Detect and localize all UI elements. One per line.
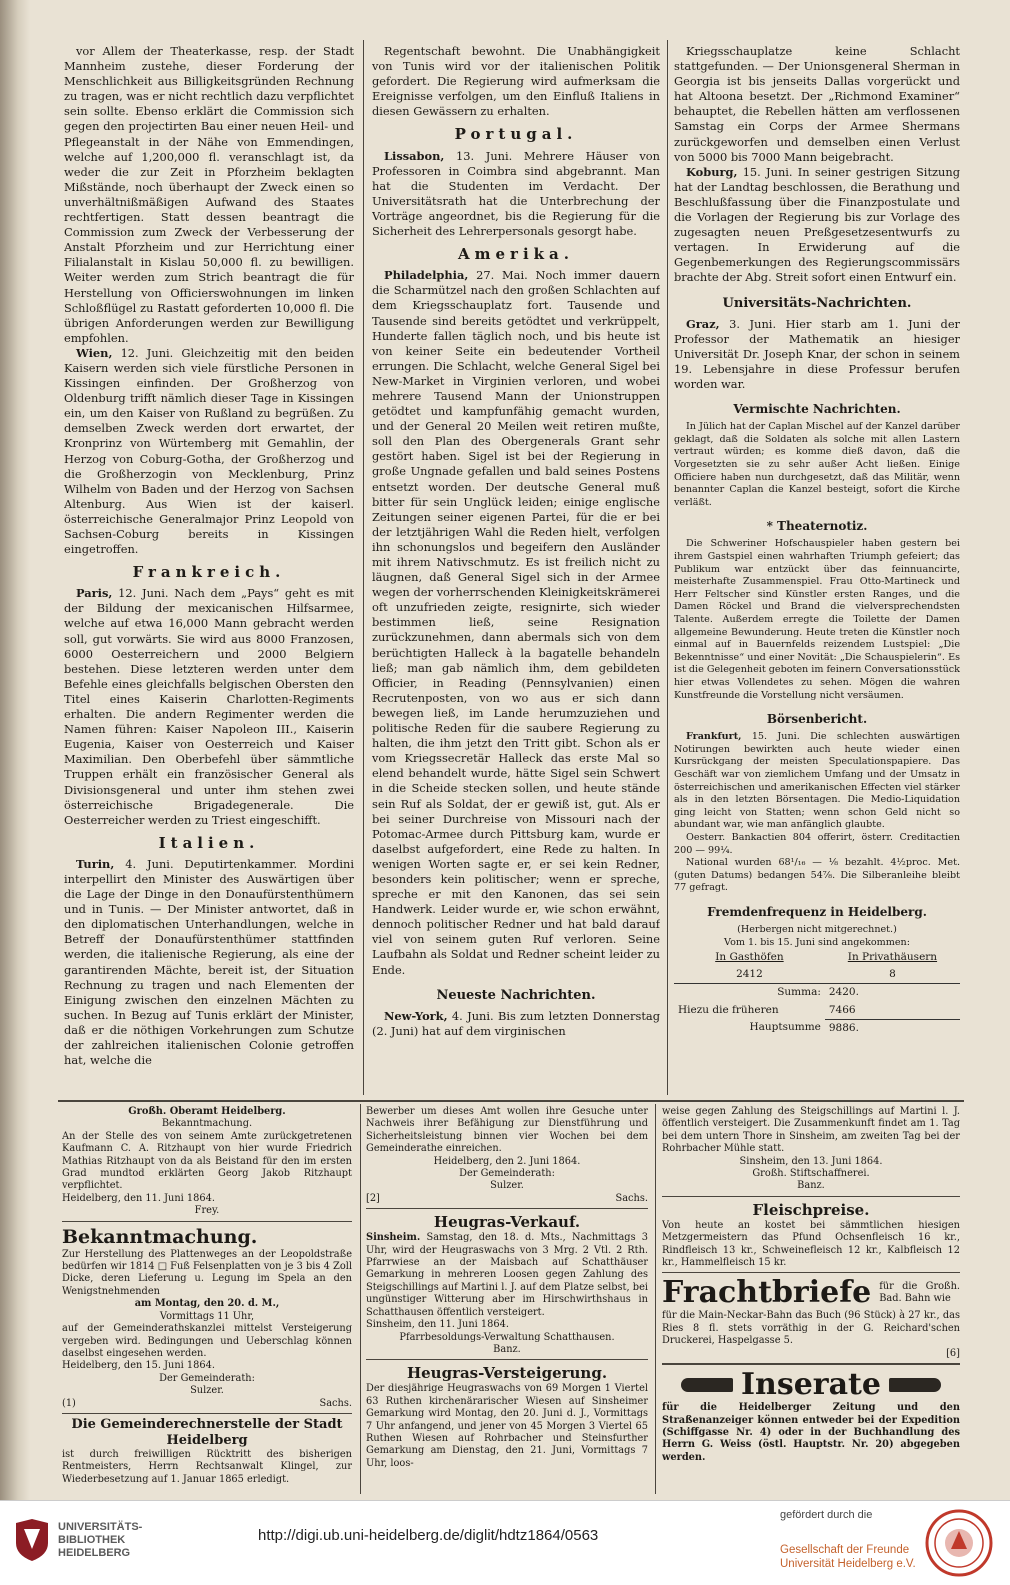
section-neueste-nachrichten: Neueste Nachrichten.: [436, 987, 596, 1003]
funder-name: Gesellschaft der Freunde Universität Heidelberg e.V.: [780, 1544, 916, 1570]
dateline-philadelphia: Philadelphia,: [384, 268, 469, 283]
ad-heugras-verkauf-org: Pfarrbesoldungs-Verwaltung Schatthausen.: [399, 1331, 615, 1343]
ad-divider: [662, 1272, 960, 1273]
article-graz: Graz, 3. Juni. Hier starb am 1. Juni der Professor der Mathematik an hiesiger Universität Dr. Joseph Knar, der schon in seinem 19. Lebensjahre in diese Professur berufen worden war.: [674, 316, 960, 391]
funder-seal-icon: [925, 1509, 993, 1577]
header-gasthoefen: In Gasthöfen: [715, 951, 784, 964]
ad-number: (1): [62, 1397, 76, 1409]
article-philadelphia: Philadelphia, 27. Mai. Noch immer dauern die Scharmützel nach den großen Schlachten auf dem Kriegsschauplatz fort. Tausende und Tausende sind bereits getödtet und verkrüppelt, Hunderte fallen täglich noch, und bis heute ist von keiner Seite ein bedeutender Vortheil errungen. Die Schlacht, welche General Sigel bei New-Market in Virginien verloren, und wobei mehrere Tausend Mann der Unionstruppen getödtet und kampfunfähig gemacht wurden, und der General 20 Meilen weit retiren mußte, soll den Plan des Obergenerals Grant sehr gestört haben. Sigel ist bei der Regierung in große Ungnade gefallen und bald seines Postens entsetzt worden. Der deutsche General muß bitter für sein Unglück leiden; einige englische Zeitungen seiner eigenen Partei, für die er bei der letztjährigen Wahl die Reden hielt, verfolgen ihn schonungslos und begeifern den Ausländer mit ihrem Nativschmutz. Es ist freilich nicht zu läugnen, daß General Sigel sich in der Armee wegen der vorherrschenden Kleinigkeitskrämerei oft unzufrieden zeigte, resignirte, sich wieder bestimmen ließ, seine Resignation zurückzunehmen, dann abermals sich von dem berüchtigten Halleck à la bagatelle behandeln ließ; man gab nämlich ihm, dem gebildeten Officier, in Reading (Pennsylvanien) einen Recrutenposten, von wo aus er sich dann bewegen ließ, im Lande herumzuziehen und politische Reden für die saubere Regierung zu halten, die ihm jetzt den Tritt gibt. Schon als er vom Kriegssecretär Halleck das erste Mal so elend behandelt wurde, hätte Sigel sein Schwert in die Scheide stecken sollen, und heute stände sein Ruf als Soldat, der er gewiß ist, gut. Als er bei seiner Durchreise von Missouri nach der Potomac-Armee durch Pittsburg kam, wurde er daselbst aufgefordert, eine Rede zu halten. In wenigen Worten sagte er, er sei kein Redner, besonders kein politischer; wenn er spreche, spreche er mit den Kanonen, das sei sein Handwerk. Leider wurde er, wie schon erwähnt, dennoch politischer Redner und hat bald darauf viel von seinem guten Ruf verloren. Seine Laufbahn als Soldat und Redner scheint leider zu Ende.: [372, 268, 660, 977]
section-portugal: Portugal.: [454, 125, 578, 144]
article-frankfurt: Frankfurt, 15. Juni. Die schlechten auswärtigen Notirungen bewirkten auch heute wieder einen Kursrückgang der meisten Speculationspapiere. Das Geschäft war von ziemlichem Umfang und der Umsatz in österreichischen und amerikanischen Effecten viel stärker als in den letzten Börsentagen. Die Medio-Liquidation ging leicht von Statten; wenn schon Geld nicht so abundant war, wie man anfänglich glaubte.: [674, 731, 960, 831]
article-theater-commission: vor Allem der Theaterkasse, resp. der Stadt Mannheim zustehe, dieser Forderung der Menschlichkeit aus Billigkeitsgründen Rechnung zu tragen, was er nicht rechtlich dazu verpflichtet sein sollte. Ebenso erklärt die Commission sich gegen den projectirten Bau einer neuen Heil- und Pflegeanstalt in der Nähe von Emmendingen, welche auf 1,200,000 fl. veranschlagt ist, da weder die zur Zeit in Pforzheim beklagten Mißstände, noch überhaupt der Zweck einen so unverhältnißmäßigen Aufwand des Staates rechtfertigen. Statt dessen beantragt die Commission zum Zweck der Verbesserung der Anstalt Pforzheim und zur Herrichtung einer Filialanstalt in Kislau 50,000 fl. zu bewilligen. Weiter werden zum Strich beantragt die für Herstellung von Officierswohnungen im linken Schloßflügel zu Rastatt geforderten 10,000 fl. Die übrigen Anforderungen werden zur Bewilligung empfohlen.: [64, 44, 354, 345]
library-name: UNIVERSITÄTS- BIBLIOTHEK HEIDELBERG: [58, 1521, 143, 1559]
article-new-york: New-York, 4. Juni. Bis zum letzten Donnerstag (2. Juni) hat auf dem virginischen: [372, 1008, 660, 1038]
ad-bewerber-sig1: Sulzer.: [490, 1180, 524, 1192]
header-privathaeuser: In Privathäusern: [847, 951, 938, 964]
ad-bekanntmachung-title: Bekanntmachung.: [62, 1225, 258, 1248]
column-1: [64, 44, 354, 1094]
ad-heugras-verkauf-text: Sinsheim. Samstag, den 18. d. Mts., Nachmittags 3 Uhr, wird der Heugraswachs von 3 Mrg. 2 Vtl. 2 Rth. Pfarrwiese an der Maisbach auf Schatthäuser Gemarkung in mehreren Loosen gegen Zahlung des Steigschillings auf Martini l. J. auf dem Platze selbst, bei ungünstiger Witterung aber im Hirschwirthshaus in Schatthausen öffentlich versteigert.: [366, 1232, 648, 1318]
ad-heugras-verkauf-date: Sinsheim, den 11. Juni 1864.: [366, 1319, 509, 1331]
ad-heugras-verkauf-sig: Banz.: [493, 1343, 521, 1355]
table-row: [674, 984, 960, 1002]
ad-versteigerung-cont-text: weise gegen Zahlung des Steigschillings auf Martini l. J. öffentlich versteigert. Die Zusammenkunft findet am 1. Tag bei dem untern Thore in Sinsheim, am zweiten Tag bei der Rohrbacher Mühle statt.: [662, 1106, 960, 1155]
value-privathaeuser: 8: [825, 966, 960, 984]
dateline-koburg: Koburg,: [686, 164, 738, 179]
ad-frachtbriefe-text: für die Main-Neckar-Bahn das Buch (96 Stück) à 27 kr., das Ries 8 fl. stets vorräthig in der G. Reichard'schen Druckerei, Haspelgasse 5.: [662, 1310, 960, 1347]
page-binding-shadow: [0, 0, 30, 1500]
ad-number: [6]: [946, 1347, 960, 1359]
section-vermischte-nachrichten: Vermischte Nachrichten.: [733, 402, 901, 417]
ad-bekanntmachung-date-line: am Montag, den 20. d. M.,: [134, 1298, 280, 1310]
column-rule-1: [363, 40, 364, 1095]
ad-oberamt-head: Großh. Oberamt Heidelberg.: [128, 1106, 286, 1117]
table-row: [674, 966, 960, 984]
label-hauptsumme: Hauptsumme: [749, 1021, 821, 1034]
ad-frachtbriefe-headline: [662, 1276, 960, 1310]
ad-bekanntmachung-place-date: Heidelberg, den 15. Juni 1864.: [62, 1360, 215, 1372]
ad-rechnerstelle-text: ist durch freiwilligen Rücktritt des bisherigen Rentmeisters, Herrn Rechtsanwalt Klingel, zur Wiederbesetzung auf 1. Januar 1865 erledigt.: [62, 1448, 352, 1485]
ad-oberamt-signature: Frey.: [194, 1205, 220, 1217]
dateline-turin: Turin,: [76, 856, 115, 871]
ad-versteigerung-cont-sig: Banz.: [797, 1180, 825, 1192]
ad-bekanntmachung-footer: [62, 1398, 352, 1410]
article-sherman: Kriegsschauplatze keine Schlacht stattgefunden. — Der Unionsgeneral Sherman in Georgia ist bis jenseits Dallas vorgerückt und hat Altoona besetzt. Der „Richmond Examiner“ behauptet, die Rebellen hätten am verflossenen Samstag ein Corps der Armee Shermans zurückgeworfen und demselben einen Verlust von 5000 bis 7000 Mann beigebracht.: [674, 44, 960, 164]
article-theaternotiz: Die Schweriner Hofschauspieler haben gestern bei ihrem Gastspiel einen wahrhaften Triumph gefeiert; das Publikum war entzückt über das feinnuancirte, meisterhafte Zusammenspiel. Frau Otto-Martineck und Herr Feltscher sind Künstler ersten Ranges, und die Damen Röckel und Brand die vielversprechendsten Talente. Außerdem erregte die Toilette der Damen allgemeine Bewunderung. Heute treten die Künstler noch einmal auf in Bauernfelds reizendem Lustspiel: „Die Bekenntnisse“ und einer Novität: „Die Schauspielerin“. Es ist die Gelegenheit geboten im feinern Conversationsstück hier etwas Vollendetes zu sehen. Mögen die wahren Kunstfreunde die Vorstellung nicht versäumen.: [674, 538, 960, 701]
ads-separator: [58, 1100, 964, 1102]
ads-rule-2: [655, 1104, 656, 1494]
ads-column-1: [62, 1106, 352, 1496]
ad-divider: [62, 1221, 352, 1222]
value-summa: 2420.: [828, 986, 859, 999]
ad-bewerber-sig2: Sachs.: [615, 1192, 648, 1204]
ad-divider: [366, 1208, 648, 1209]
dateline-graz: Graz,: [686, 316, 720, 331]
column-3: [674, 44, 960, 1094]
article-juelich: In Jülich hat der Caplan Mischel auf der Kanzel darüber geklagt, daß die Soldaten als solche mit allen Lastern vertraut würden; es komme dieß davon, daß die Vorgesetzten sie zu sehr außer Acht ließen. Einige Officiere haben nun durchgesetzt, daß das Militär, wenn benannter Caplan die Kanzel besteigt, sofort die Kirche verläßt.: [674, 421, 960, 508]
section-boersenbericht: Börsenbericht.: [766, 712, 868, 727]
ad-divider: [366, 1359, 648, 1360]
article-tunis-cont: Regentschaft bewohnt. Die Unabhängigkeit von Tunis wird vor der italienischen Politik gefordert. Die Regierung wird aufmerksam die Ereignisse verfolgen, um den Einfluß Italiens in diesen Gewässern zu erhalten.: [372, 44, 660, 119]
dateline-paris: Paris,: [76, 586, 113, 601]
fremden-note: (Herbergen nicht mitgerechnet.): [737, 924, 897, 936]
fremden-range: Vom 1. bis 15. Juni sind angekommen:: [724, 936, 910, 948]
ad-bekanntmachung-text: Zur Herstellung des Plattenweges an der Leopoldstraße bedürfen wir 1814 □ Fuß Felsenplatten von je 3 bis 4 Zoll Dicke, deren Lieferung u. Legung im Spela an den Wenigstnehmenden: [62, 1248, 352, 1297]
table-row: [674, 949, 960, 966]
ad-frachtbriefe-text-a: für die Großh. Bad. Bahn wie: [879, 1281, 960, 1305]
ad-inserate-text: für die Heidelberger Zeitung und den Straßenanzeiger können entweder bei der Expedition (Schiffgasse Nr. 4) oder in der Buchhandlung des Herrn G. Weiss (östl. Hauptstr. Nr. 20) abgegeben werden.: [662, 1402, 960, 1463]
ad-bewerber-text: Bewerber um dieses Amt wollen ihre Gesuche unter Nachweis ihrer Befähigung zur Dienstführung und Sicherheitsleistung binnen vier Wochen bei dem Gemeinderathe einreichen.: [366, 1106, 648, 1155]
section-theaternotiz: * Theaternotiz.: [766, 519, 868, 534]
pointing-hand-right-icon: [681, 1378, 733, 1392]
ad-bekanntmachung-time: Vormittags 11 Uhr,: [159, 1310, 255, 1322]
ad-bekanntmachung-text-2: auf der Gemeinderathskanzlei mittelst Versteigerung vergeben wird. Bedingungen und Ueberschlag können daselbst eingesehen werden.: [62, 1323, 352, 1359]
section-universitaets-nachrichten: Universitäts-Nachrichten.: [722, 295, 912, 311]
section-amerika: Amerika.: [458, 245, 574, 264]
article-wien: Wien, 12. Juni. Gleichzeitig mit den beiden Kaisern werden sich viele fürstliche Personen in Kissingen einfinden. Der Großherzog von Oldenburg trifft nämlich dieser Tage in Kissingen ein, um den Kaiser von Rußland zu begrüßen. Zu demselben Zweck werden dort erwartet, der Kronprinz von Würtemberg mit Gemahlin, der Herzog von Coburg-Gotha, der Großherzog und die Großherzogin von Mecklenburg, Prinz Wilhelm von Baden und der Herzog von Sachsen Altenburg. Aus Wien ist der kaiserl. österreichische Generalmajor Prinz Leopold von Sachsen-Coburg bereits in Kissingen eingetroffen.: [64, 345, 354, 557]
dateline-frankfurt: Frankfurt,: [686, 731, 742, 743]
pointing-hand-left-icon: [889, 1378, 941, 1392]
ad-number: [2]: [366, 1192, 380, 1204]
table-row: [674, 1002, 960, 1020]
boerse-bankactien: Oesterr. Bankactien 804 offerirt, österr. Creditactien 200 — 99¼.: [674, 831, 960, 856]
ad-oberamt-date: Heidelberg, den 11. Juni 1864.: [62, 1192, 215, 1204]
ad-inserate-title: Inserate: [740, 1367, 881, 1403]
ad-bekanntmachung-sig2: Sachs.: [319, 1397, 352, 1409]
ad-bekanntmachung-sig1: Sulzer.: [190, 1385, 224, 1397]
value-gasthoefen: 2412: [674, 966, 825, 984]
dateline-wien: Wien,: [76, 345, 113, 360]
ad-oberamt-subhead: Bekanntmachung.: [161, 1118, 253, 1130]
fremden-table: [674, 949, 960, 1036]
article-lissabon: Lissabon, 13. Juni. Mehrere Häuser von Professoren in Coimbra sind abgebrannt. Man hat die Studenten im Verdacht. Der Universitätsrath hat die Unterbrechung der Vorträge angeordnet, bis die Regierung für die Sicherheit des Lehrerpersonals gesorgt habe.: [372, 148, 660, 239]
article-koburg: Koburg, 15. Juni. In seiner gestrigen Sitzung hat der Landtag beschlossen, die Berathung und Beschlußfassung über die Finanzpostulate und die Vorlagen der Regierung bis zur Vorlage des zugesagten neuen Preßgesetzesentwurfs zu vertagen. In Erwiderung auf die Gegenbemerkungen des Regierungscommissärs brachte der Abg. Streit sofort einen Entwurf ein.: [674, 164, 960, 285]
dateline-lissabon: Lissabon,: [384, 148, 445, 163]
article-turin: Turin, 4. Juni. Deputirtenkammer. Mordini interpellirt den Minister des Auswärtigen über die Lage der Dinge in den Donaufürstenthümern und in Tunis. — Der Minister antwortet, daß in den diplomatischen Unterhandlungen, welche in Betreff der Donaufürstenthümer stattfinden werden, die italienische Regierung, als eine der garantirenden Mächte, bereit ist, der Situation Rechnung zu tragen und nach Elementen der Einigung zwischen den einzelnen Mächten zu suchen. In Bezug auf Tunis erklärt der Minister, daß er die nöthigen Vorkehrungen zum Schutze der zahlreichen italienischen Colonie getroffen hat, welche die: [64, 856, 354, 1068]
ads-column-2: [366, 1106, 648, 1496]
ad-bewerber-footer: [366, 1193, 648, 1205]
ad-divider: [662, 1196, 960, 1197]
ad-frachtbriefe-title: Frachtbriefe: [662, 1275, 872, 1311]
label-frueher: Hiezu die früheren: [678, 1003, 779, 1016]
ad-heugras-versteigerung-text: Der diesjährige Heugraswachs von 69 Morgen 1 Viertel 63 Ruthen kirchenärarischer Wiesen auf Sinsheimer Gemarkung wird Montag, den 20. Juni d. J., Vormittags 7 Uhr anfangend, und jener von 45 Morgen 3 Viertel 65 Ruthen Wiesen auf Rohrbacher und Steinsfurther Gemarkung am Dienstag, den 21. Juni, Vormittags 7 Uhr, loos-: [366, 1383, 648, 1469]
ad-inserate-headline: [662, 1368, 960, 1402]
ad-bewerber-org: Der Gemeinderath:: [459, 1168, 555, 1180]
value-frueher: 7466: [825, 1002, 960, 1020]
ad-versteigerung-cont-org: Großh. Stiftschaffnerei.: [752, 1168, 870, 1180]
funded-by-label: gefördert durch die: [780, 1509, 873, 1521]
ad-bewerber-date: Heidelberg, den 2. Juni 1864.: [433, 1155, 581, 1167]
column-rule-2: [667, 40, 668, 1095]
boerse-national: National wurden 68¹/₁₆ — ⅛ bezahlt. 4½proc. Met. (guten Datums) bedangen 54⅞. Die Silberanleihe bleibt 77 gefragt.: [674, 857, 960, 894]
ad-rechnerstelle-title: Die Gemeinderechnerstelle der Stadt Heidelberg: [71, 1416, 343, 1448]
ads-rule-1: [360, 1104, 361, 1494]
ad-divider: [662, 1363, 960, 1365]
ad-heugras-verkauf-title: Heugras-Verkauf.: [433, 1213, 581, 1232]
ad-bekanntmachung-org: Der Gemeinderath:: [159, 1372, 255, 1384]
ad-versteigerung-cont-date: Sinsheim, den 13. Juni 1864.: [739, 1155, 883, 1167]
section-frankreich: Frankreich.: [132, 563, 286, 582]
ad-heugras-versteigerung-title: Heugras-Versteigerung.: [406, 1364, 608, 1383]
university-library-logo-icon: [12, 1519, 52, 1561]
ad-fleischpreise-title: Fleischpreise.: [752, 1200, 870, 1219]
column-2: [372, 44, 660, 1094]
ads-column-3: [662, 1106, 960, 1496]
section-italien: Italien.: [158, 833, 260, 852]
ad-fleischpreise-text: Von heute an kostet bei sämmtlichen hiesigen Metzgermeistern das Pfund Ochsenfleisch 16 kr., Rindfleisch 13 kr., Schweinefleisch 12 kr., Kalbfleisch 12 kr., Hammelfleisch 15 kr.: [662, 1219, 960, 1269]
article-paris: Paris, 12. Juni. Nach dem „Pays“ geht es mit der Bildung der mexicanischen Hilfsarmee, welche auf etwa 16,000 Mann gebracht werden soll, gut vorwärts. Sie wird aus 8000 Franzosen, 6000 Oesterreichern und 2000 Belgiern bestehen. Diese letzteren werden unter dem Befehle eines gleichfalls belgischen Obersten den Titel eines Kaiserin Charlotten-Regiments erhalten. Die andern Regimenter werden die Namen führen: Kaiser Napoleon III., Kaiserin Eugenia, Kaiser von Oesterreich und Kaiser Maximilian. Den Oberbefehl über sämmtliche Truppen erhält ein französischer General als Divisionsgeneral und unter ihm stehen zwei österreichische Brigadegenerale. Die Oesterreicher werden zu Triest eingeschifft.: [64, 586, 354, 827]
value-hauptsumme: 9886.: [828, 1021, 859, 1034]
table-row: [674, 1019, 960, 1037]
ad-oberamt-text: An der Stelle des von seinem Amte zurückgetretenen Kaufmann C. A. Ritzhaupt von hier wurde Friedrich Mathias Ritzhaupt von da als Beistand für den im ersten Grad mundtod erklärten Georg Jakob Ritzhaupt verpflichtet.: [62, 1130, 352, 1192]
dateline-sinsheim: Sinsheim.: [366, 1232, 421, 1244]
section-fremdenfrequenz: Fremdenfrequenz in Heidelberg.: [707, 904, 927, 919]
footer-bar: [0, 1500, 1010, 1585]
dateline-new-york: New-York,: [384, 1008, 448, 1023]
label-summa: Summa:: [777, 986, 821, 999]
page-url-link[interactable]: http://digi.ub.uni-heidelberg.de/diglit/hdtz1864/0563: [258, 1527, 599, 1544]
ad-divider: [62, 1413, 352, 1414]
